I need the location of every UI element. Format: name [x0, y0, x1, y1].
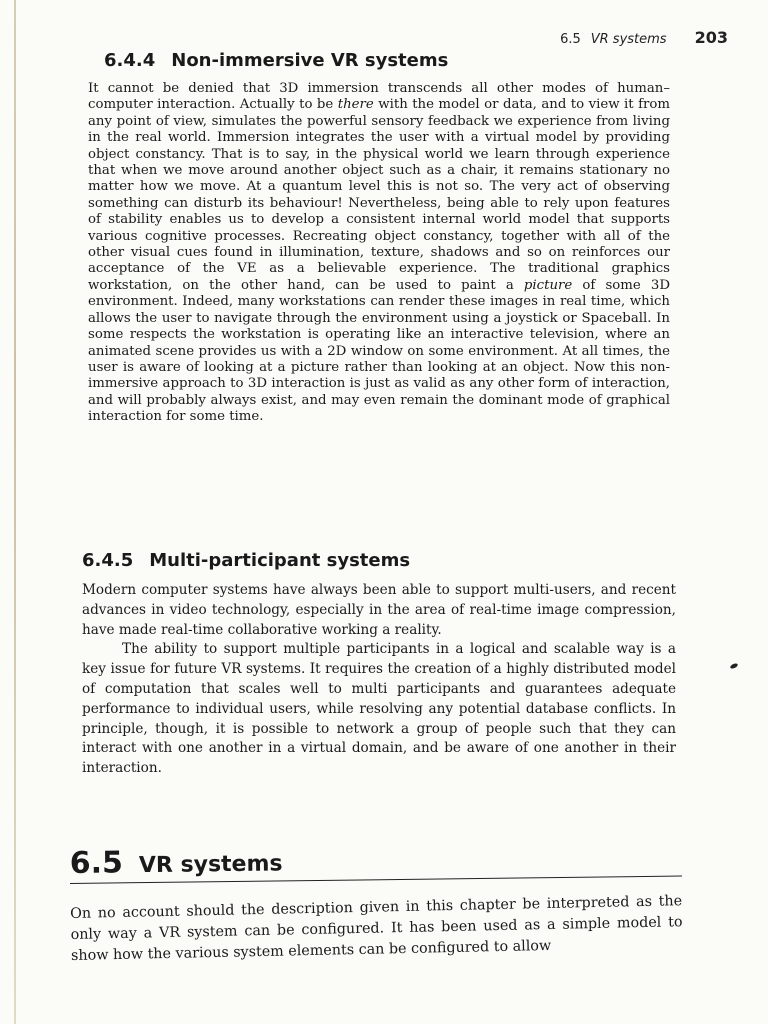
header-section-number: 6.5 — [560, 32, 581, 47]
header-section-title: VR systems — [590, 32, 667, 47]
section-title: Non-immersive VR systems — [171, 50, 449, 71]
section-6-4-5 — [82, 550, 676, 779]
text-run: of some 3D environment. Indeed, many workstations can render these images in real time, which allows the user to navigate through the environment using a joystick or Spaceball. In some respects the workstation is operating like an interactive television, where an animated scene provides us with a 2D window on some environment. At all times, the user is aware of looking at a picture rather than looking at an object. Now this non-immersive approach to 3D interaction is just as valid as any other form of interaction, and will probably always exist, and may even remain the dominant mode of graphical interaction for some time. — [88, 277, 670, 425]
page-number: 203 — [694, 28, 728, 47]
section-heading-6-4-4 — [104, 50, 670, 71]
section-heading-6-5 — [70, 839, 682, 884]
running-header — [560, 28, 728, 47]
paragraph-vr-systems: On no account should the description given in this chapter be interpreted as the only way a VR system can be configured. It has been used as a simple model to show how the various system elements can be configured to allow — [70, 893, 683, 964]
section-number: 6.5 — [69, 845, 124, 882]
text-run: with the model or data, and to view it from any point of view, simulates the powerful sensory feedback we experience from living in the real world. Immersion integrates the user with a virtual model by providing object constancy. That is to say, in the physical world we learn through experience that when we move around another object such as a chair, it remains stationary no matter how we move. At a quantum level this is not so. The very act of observing something can disturb its behaviour! Nevertheless, being able to rely upon features of stability enables us to develop a consistent internal world model that supports various cognitive processes. Recreating object constancy, together with all of the other visual cues found in illumination, texture, shadows and so on reinforces our acceptance of the VE as a believable experience. The traditional graphics workstation, on the other hand, can be used to paint a — [88, 97, 670, 293]
section-6-4-4 — [88, 50, 670, 426]
paragraph-scalability: The ability to support multiple participants in a logical and scalable way is a key issue for future VR systems. It requires the creation of a highly distributed model of computation that scales well to multi participants and guarantees adequate performance to individual users, while resolving any potential database conflicts. In principle, though, it is possible to network a group of people such that they can interact with one another in a virtual domain, and be aware of one another in their interaction. — [82, 641, 676, 777]
text-run: It cannot be denied that 3D immersion transcends all other modes of human–computer interaction. Actually to be — [88, 81, 670, 113]
ink-speck — [730, 662, 739, 669]
paragraph-multi-users: Modern computer systems have always been able to support multi-users, and recent advances in video technology, especially in the area of real-time image compression, have made real-time collaborative working a reality. — [82, 582, 676, 638]
page-binding-edge — [14, 0, 16, 1024]
paragraph-non-immersive — [88, 81, 670, 426]
section-title: Multi-participant systems — [149, 550, 411, 571]
emphasis-there: there — [337, 97, 374, 113]
emphasis-picture: picture — [523, 277, 573, 293]
section-number: 6.4.5 — [82, 550, 134, 571]
section-title: VR systems — [138, 851, 283, 879]
section-number: 6.4.4 — [104, 50, 156, 71]
section-6-5 — [70, 846, 682, 967]
section-heading-6-4-5 — [82, 550, 676, 571]
